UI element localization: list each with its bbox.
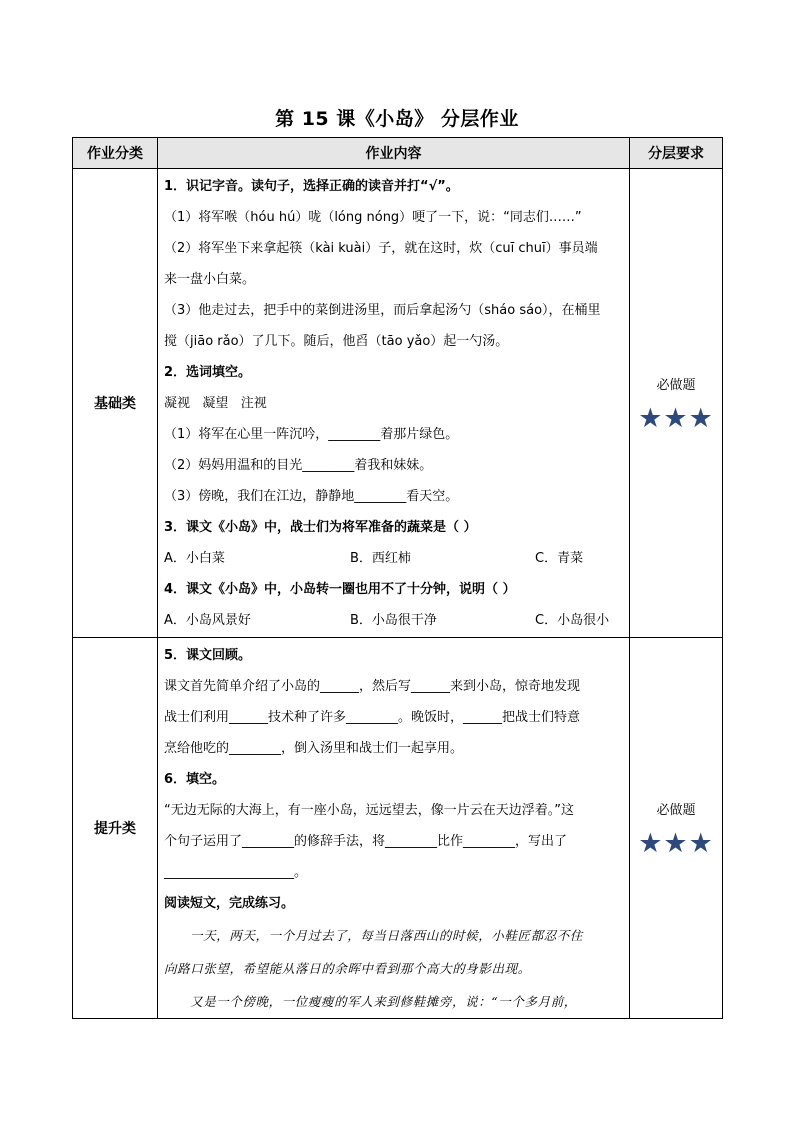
question-1-item-2: （2）将军坐下来拿起筷（kài kuài）子，就在这时，炊（cuī chuī）事员端 — [164, 241, 598, 256]
option-c: C．小岛很小 — [535, 613, 610, 628]
question-1-item-3-cont: 搅（jiāo rǎo）了几下。随后，他舀（tāo yǎo）起一勺汤。 — [164, 334, 509, 349]
requirement-label: 必做题 — [656, 378, 696, 393]
content-advanced — [158, 638, 630, 1019]
question-2-title: 2．选词填空。 — [164, 365, 252, 380]
question-5-line-1: 课文首先简单介绍了小岛的______，然后写______来到小岛，惊奇地发现 — [164, 679, 581, 694]
question-6-line-1: “无边无际的大海上，有一座小岛，远远望去，像一片云在天边浮着。”这 — [164, 803, 574, 818]
header-row — [73, 138, 723, 169]
question-2-item-2: （2）妈妈用温和的目光________着我和妹妹。 — [164, 458, 433, 473]
requirement-advanced — [630, 638, 723, 1019]
question-1-title: 1．识记字音。读句子，选择正确的读音并打“√”。 — [164, 179, 459, 194]
passage-line-1: 一天，两天，一个月过去了，每当日落西山的时候，小鞋匠都忍不住 — [190, 928, 584, 943]
homework-table — [72, 137, 723, 1019]
difficulty-stars: ★★★ — [638, 403, 714, 434]
question-1-item-1: （1）将军喉（hóu hú）咙（lóng nóng）哽了一下，说：“同志们……” — [164, 210, 582, 225]
word-bank: 凝视 凝望 注视 — [164, 396, 267, 411]
passage-line-3: 又是一个傍晚，一位瘦瘦的军人来到修鞋摊旁，说：“一个多月前， — [190, 994, 577, 1009]
content-basic — [158, 169, 630, 638]
header-category: 作业分类 — [73, 138, 158, 169]
requirement-label: 必做题 — [656, 803, 696, 818]
question-6-line-2: 个句子运用了________的修辞手法，将________比作________，写出了 — [164, 834, 568, 849]
requirement-basic — [630, 169, 723, 638]
reading-title: 阅读短文，完成练习。 — [164, 896, 295, 911]
question-1-item-3: （3）他走过去，把手中的菜倒进汤里，而后拿起汤勺（sháo sáo），在桶里 — [164, 303, 601, 318]
difficulty-stars: ★★★ — [638, 828, 714, 859]
question-6-title: 6．填空。 — [164, 772, 226, 787]
question-3-options — [164, 543, 623, 574]
question-1-item-2-cont: 来一盘小白菜。 — [164, 272, 256, 287]
question-6-line-3: ____________________。 — [164, 865, 308, 880]
option-a: A．小白菜 — [164, 551, 225, 566]
category-basic: 基础类 — [73, 169, 158, 638]
question-2-item-1: （1）将军在心里一阵沉吟，________着那片绿色。 — [164, 427, 459, 442]
section-advanced — [73, 638, 723, 1019]
question-2-item-3: （3）傍晚，我们在江边，静静地________看天空。 — [164, 489, 459, 504]
header-content: 作业内容 — [158, 138, 630, 169]
option-b: B．小岛很干净 — [350, 613, 437, 628]
question-5-line-2: 战士们利用______技术种了许多________。晚饭时，______把战士们特意 — [164, 710, 581, 725]
question-4-title: 4．课文《小岛》中，小岛转一圈也用不了十分钟，说明（ ） — [164, 582, 516, 597]
question-5-line-3: 烹给他吃的________，倒入汤里和战士们一起享用。 — [164, 741, 464, 756]
option-a: A．小岛风景好 — [164, 613, 251, 628]
header-requirement: 分层要求 — [630, 138, 723, 169]
category-advanced: 提升类 — [73, 638, 158, 1019]
question-3-title: 3．课文《小岛》中，战士们为将军准备的蔬菜是（ ） — [164, 520, 477, 535]
question-5-title: 5．课文回顾。 — [164, 648, 252, 663]
section-basic — [73, 169, 723, 638]
option-b: B．西红柿 — [350, 551, 411, 566]
option-c: C．青菜 — [535, 551, 584, 566]
page-title: 第 15 课《小岛》 分层作业 — [275, 108, 519, 130]
passage-line-2: 向路口张望，希望能从落日的余晖中看到那个高大的身影出现。 — [164, 961, 531, 976]
question-4-options — [164, 605, 623, 636]
